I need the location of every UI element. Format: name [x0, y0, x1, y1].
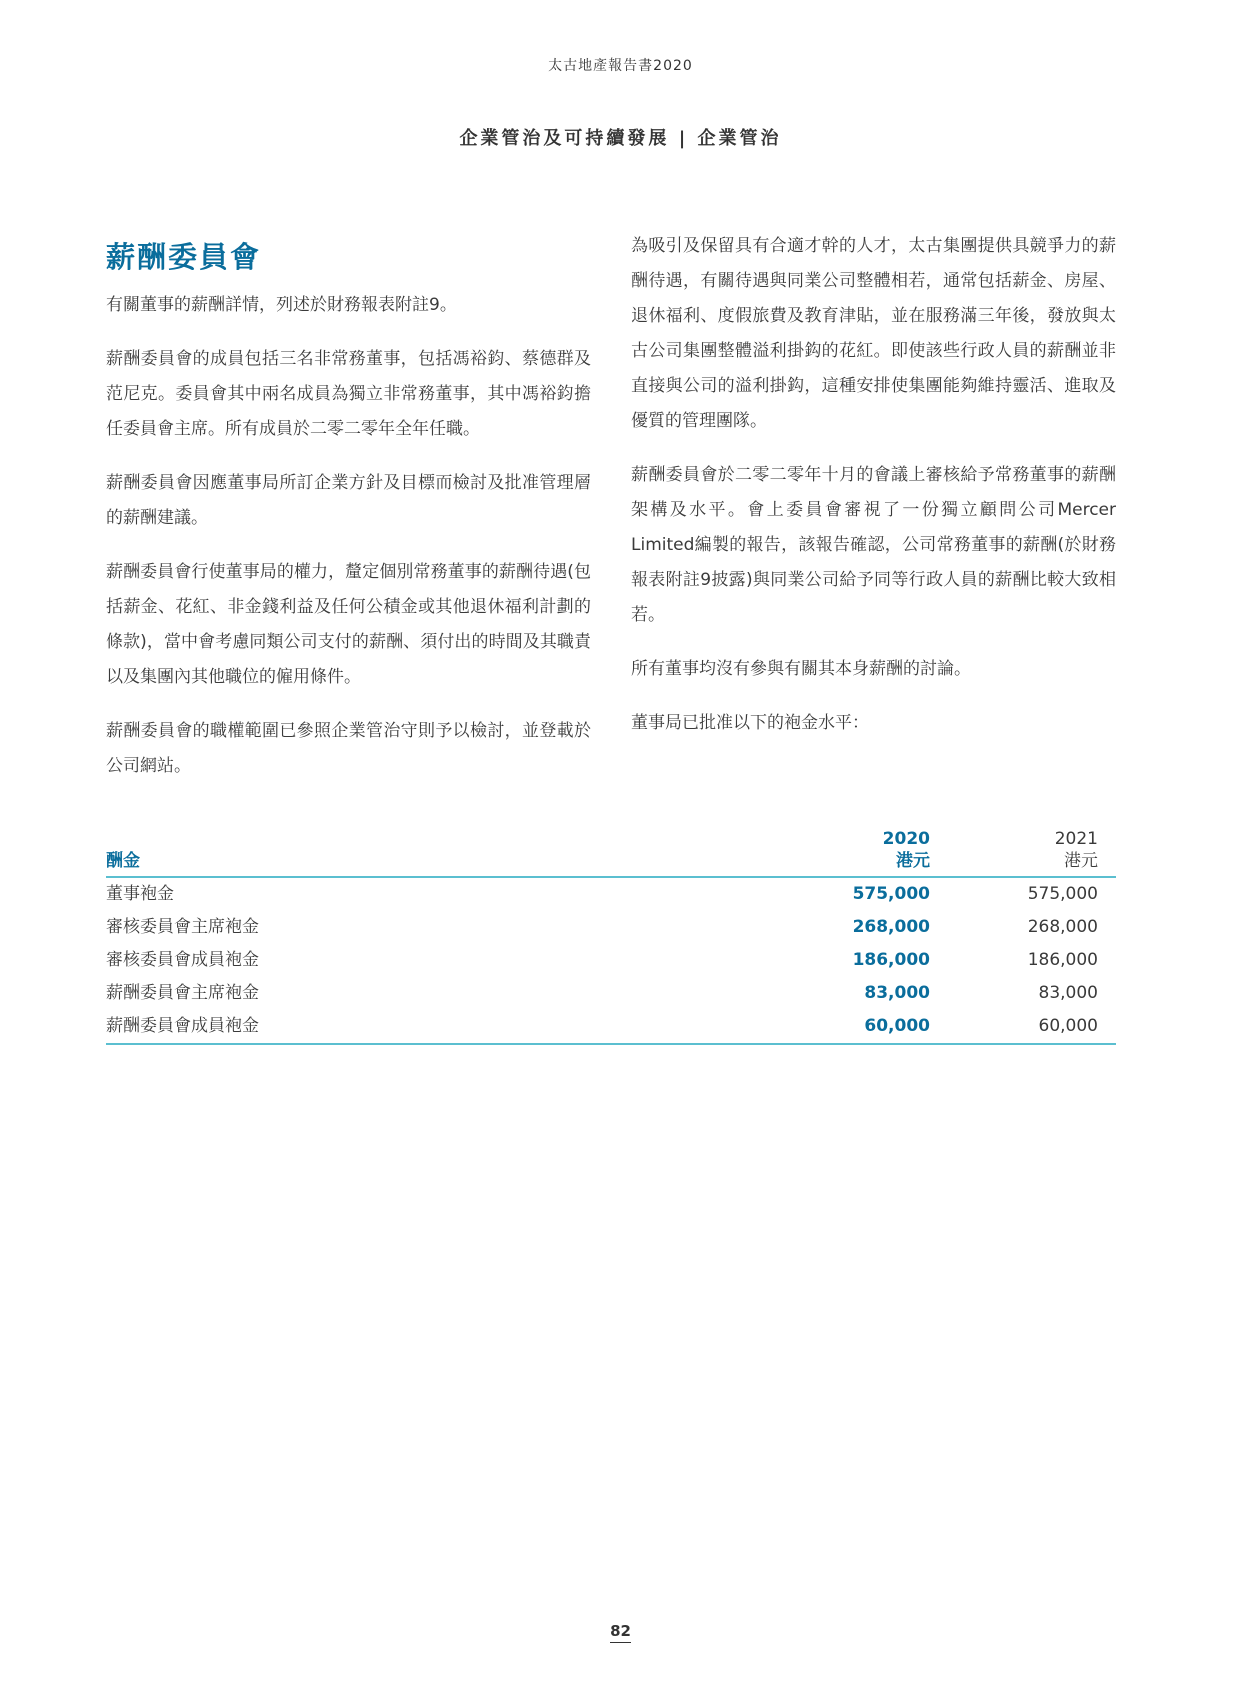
left-paragraph-3: 薪酬委員會因應董事局所訂企業方針及目標而檢討及批准管理層的薪酬建議。 — [106, 473, 591, 528]
column-2021-year: 2021 — [1054, 829, 1098, 849]
fee-table-header — [106, 828, 1116, 877]
fee-table-body — [106, 877, 1116, 1044]
fee-row-value-2020: 83,000 — [864, 983, 930, 1003]
fee-row-value-2021: 575,000 — [1027, 884, 1098, 904]
column-2021-unit: 港元 — [1064, 851, 1098, 871]
left-column — [106, 230, 591, 803]
remuneration-committee-title: 薪酬委員會 — [106, 240, 262, 274]
column-header-2021 — [948, 828, 1116, 877]
fee-row-label: 審核委員會成員袍金 — [106, 950, 259, 970]
fee-label-header: 酬金 — [106, 851, 140, 871]
right-column — [631, 229, 1116, 760]
right-paragraph-1: 為吸引及保留具有合適才幹的人才，太古集團提供具競爭力的薪酬待遇，有關待遇與同業公司整體相若，通常包括薪金、房屋、退休福利、度假旅費及教育津貼，並在服務滿三年後，發放與太古公司集團整體溢利掛鈎的花紅。即使該些行政人員的薪酬並非直接與公司的溢利掛鈎，這種安排使集團能夠維持靈活、進取及優質的管理團隊。 — [631, 236, 1116, 431]
left-paragraph-1: 有關董事的薪酬詳情，列述於財務報表附註9。 — [106, 295, 457, 315]
fee-row-label: 審核委員會主席袍金 — [106, 917, 259, 937]
column-header-2020 — [780, 828, 948, 877]
left-paragraph-5: 薪酬委員會的職權範圍已參照企業管治守則予以檢討，並登載於公司網站。 — [106, 721, 591, 776]
section-heading: 企業管治及可持續發展 | 企業管治 — [459, 128, 782, 149]
fee-row-label: 薪酬委員會成員袍金 — [106, 1016, 259, 1036]
left-paragraph-2: 薪酬委員會的成員包括三名非常務董事，包括馮裕鈞、蔡德群及范尼克。委員會其中兩名成員為獨立非常務董事，其中馮裕鈞擔任委員會主席。所有成員於二零二零年全年任職。 — [106, 349, 591, 439]
fee-row-value-2020: 60,000 — [864, 1016, 930, 1036]
fee-row-value-2021: 83,000 — [1038, 983, 1098, 1003]
page-number-text: 82 — [610, 1622, 631, 1643]
column-2020-year: 2020 — [882, 829, 930, 849]
right-paragraph-3: 所有董事均沒有參與有關其本身薪酬的討論。 — [631, 659, 971, 679]
page-number — [0, 1622, 1241, 1640]
table-row — [106, 944, 1116, 977]
report-title: 太古地產報告書2020 — [548, 58, 693, 74]
fee-table — [106, 828, 1116, 1045]
fee-row-value-2020: 186,000 — [852, 950, 930, 970]
right-paragraph-4: 董事局已批准以下的袍金水平： — [631, 713, 869, 733]
fee-row-value-2021: 186,000 — [1027, 950, 1098, 970]
column-2020-unit: 港元 — [896, 851, 930, 871]
table-row — [106, 977, 1116, 1010]
table-row — [106, 911, 1116, 944]
fee-row-value-2020: 575,000 — [852, 884, 930, 904]
fee-row-value-2021: 60,000 — [1038, 1016, 1098, 1036]
fee-row-value-2021: 268,000 — [1027, 917, 1098, 937]
fee-row-label: 薪酬委員會主席袍金 — [106, 983, 259, 1003]
table-row — [106, 1010, 1116, 1044]
fee-table-header-row — [106, 828, 1116, 877]
fee-row-value-2020: 268,000 — [852, 917, 930, 937]
right-paragraph-2: 薪酬委員會於二零二零年十月的會議上審核給予常務董事的薪酬架構及水平。會上委員會審視了一份獨立顧問公司Mercer Limited編製的報告，該報告確認，公司常務董事的薪酬(於財務報表附註9披露)與同業公司給予同等行政人員的薪酬比較大致相若。 — [631, 465, 1116, 625]
left-paragraph-4: 薪酬委員會行使董事局的權力，釐定個別常務董事的薪酬待遇(包括薪金、花紅、非金錢利益及任何公積金或其他退休福利計劃的條款)，當中會考慮同類公司支付的薪酬、須付出的時間及其職責以及集團內其他職位的僱用條件。 — [106, 562, 591, 687]
fee-row-label: 董事袍金 — [106, 884, 174, 904]
table-row — [106, 877, 1116, 911]
